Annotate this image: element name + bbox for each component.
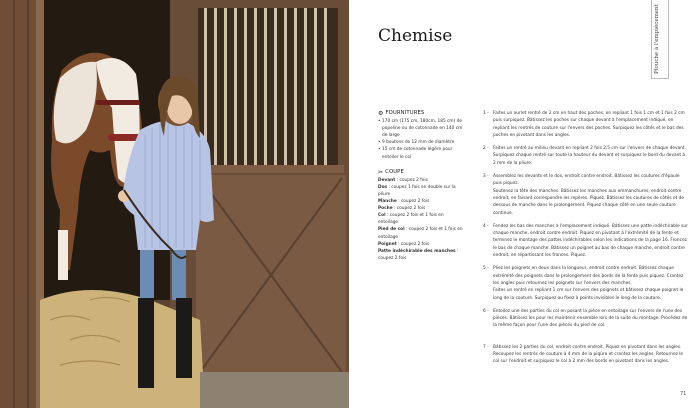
photo-illustration [0,0,349,408]
cut-list [378,177,464,262]
cut-line: Manche : coupez 2 fois [378,199,430,205]
chapter-tab-label: Plouche à l'empiècement [654,4,660,74]
step-text: Pliez les poignets en deux dans la longueur, endroit contre endroit. Bâtissez chaque extrémité des poignets dans le prolongement des bords de la fente puis piquez. Crantez les angles puis retournez les poignets sur l'envers des manches. [493,266,684,286]
instruction-step [483,344,688,366]
sewing-machine-icon: ⚙ [378,110,384,117]
instructions-column [483,110,688,366]
instruction-step [483,145,688,167]
step-number: 3 - [483,174,489,180]
cut-line: Patte indéchirable des manches : coupez 2 fois [378,248,459,261]
cut-line: Devant : coupez 2 fois [378,177,428,183]
scissors-icon: ✂ [378,168,384,176]
instruction-step [483,308,688,330]
cut-heading [378,169,464,176]
supplies-list [378,118,464,161]
supplies-item: • 15 cm de cotonnade légère pour entoiler le col [378,146,464,160]
step-text: Faites un ourlet rentré de 2 cm en haut des poches, en repliant 1 fois 1 cm et 1 fois 2 cm puis surpiquez. Bâtissez les poches sur chaque devant à l'emplacement indiqué, en repliant les rentrés de couture sur l'envers des poches. Surpiquez les côtés et le bas des poches en pivotant dans les angles. [493,111,685,138]
cut-line: Poche : coupez 2 fois [378,206,426,212]
instruction-step [483,265,688,301]
supplies-item: • 170 cm (175 cm, 180cm, 185 cm) de popeline ou de cotonnade en 140 cm de large [378,118,464,139]
cut-line: Poignet : coupez 2 fois [378,241,430,247]
step-number: 6 - [483,308,489,314]
supplies-heading-label: FOURNITURES [385,110,425,116]
step-number: 1 - [483,111,489,116]
step-text: Faites un rentré en repliant 1 cm sur l'envers des poignets et bâtissez chaque poignet le long de la couture. Surpiquez ou fixez à points invisibles le long de la couture. [493,288,684,301]
step-number: 5 - [483,266,489,272]
step-text: Bâtissez les 2 parties du col, endroit contre endroit. Piquez en pivotant dans les angles. Recoupez les rentrés de couture à 4 mm de la piqûre et crantez les angles. Retournez le col sur l'endroit et surpiquez le col à 2 mm des bords en pivotant dans les angles. [493,344,684,365]
step-number: 4 - [483,223,489,229]
step-text: Assemblez les devants et le dos, endroit contre endroit. Bâtissez les coutures d'épaule puis piquez. [493,174,680,187]
cut-line: Dos : coupez 1 fois en double sur la pliure [378,184,456,197]
photo-girl-with-horse [0,0,349,408]
text-page [349,0,700,408]
instruction-step [483,173,688,217]
page-title: Chemise [378,26,453,46]
supplies-heading [378,110,464,117]
step-number: 2 - [483,146,489,152]
page-number: 71 [680,391,687,397]
cut-heading-label: COUPE [385,168,404,175]
chapter-tab [651,0,669,79]
cut-line: Col : coupez 2 fois et 1 fois en entoilage [378,213,444,226]
instruction-step [483,110,688,139]
materials-column [378,110,464,262]
instruction-step [483,223,688,259]
step-text: Fendez les bas des manches à l'emplacement indiqué. Bâtissez une patte indéchirable sur chaque manche, endroit contre endroit. Piquez en pivotant à l'extrémité de la fente et terminez le montage des pattes indéchirables selon les indications de la page 16. Froncez le bas de chaque manche. Bâtissez un poignet au bas de chaque manche, endroit contre endroit, en répartissant les fronces. Piquez. [493,223,688,259]
supplies-item: • 9 boutons de 12 mm de diamètre [378,139,464,146]
step-number: 7 - [483,344,489,350]
step-text: Faites un rentré au milieu devant en repliant 2 fois 2,5 cm sur l'envers de chaque devant. Surpiquez chaque rentré sur toute la hauteur du devant et surpiquez le bord du devant à 2 mm de la pliure. [493,146,686,166]
step-text: Soutenez la tête des manches. Bâtissez les manches aux emmanchures, endroit contre endroit, en faisant correspondre les repères. Piquez. Bâtissez les coutures de côtés et de dessous de manche dans le prolongement. Piquez chaque côté en une seule couture continue. [493,188,685,216]
step-text: Entoilez une des parties du col en posant la pièce en entoilage sur l'envers de l'une des pièces. Bâtissez les pour les maintenir ensemble lors de la suite du montage. Procédez de la même façon pour l'une des pièces du pied de col. [493,308,688,329]
cut-line: Pied de col : coupez 2 fois et 1 fois en entoilage [378,227,463,240]
